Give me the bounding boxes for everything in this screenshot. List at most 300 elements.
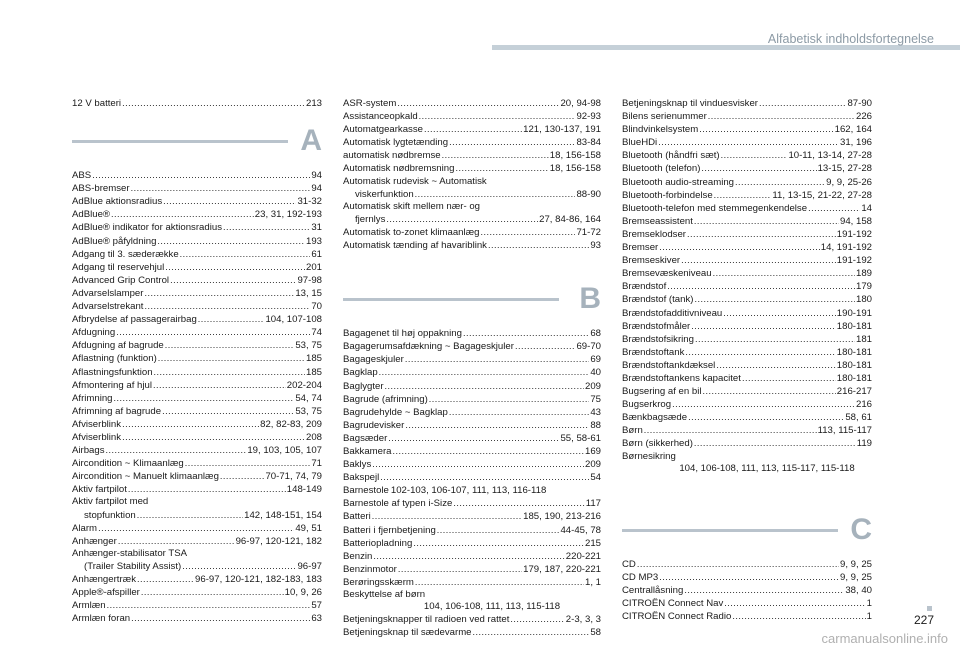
index-entry-pages[interactable]: 179 [855,281,872,293]
index-entry [622,176,872,189]
index-entry [622,267,872,280]
index-entry-pages[interactable]: 70-71, 74, 79 [265,471,322,483]
index-entry-pages[interactable]: 180-181 [836,320,872,332]
index-entry-label: Bremseassistent [622,215,693,227]
index-entry-pages[interactable]: 180-181 [836,359,872,371]
index-entry-label: CITROËN Connect Nav [622,598,724,609]
index-entry-pages[interactable]: 57 [311,600,322,612]
index-entry-pages[interactable]: 94 [311,170,322,182]
dot-leader [637,558,839,570]
index-entry-pages[interactable]: 117 [585,498,601,510]
index-entry-label: Bluetooth (telefon) [622,163,701,175]
index-entry-pages[interactable]: 14, 191-192 [820,242,872,254]
dot-leader [691,320,836,332]
dot-leader [122,431,305,443]
index-entry [72,235,322,248]
index-entry-label: Centrallåsning [622,584,684,596]
index-entry-label: Bagrudehylde ~ Bagklap [343,406,448,418]
index-entry-label: Afviserblink [72,418,122,430]
index-entry-pages[interactable]: 70 [311,301,322,313]
index-entry [343,380,601,393]
index-entry-label: AdBlue® påfyldning [72,235,157,247]
index-entry [72,573,322,586]
index-entry-pages[interactable]: 53, 75 [295,340,322,352]
dot-leader [515,340,576,352]
dot-leader [463,327,589,339]
index-entry [343,340,601,353]
index-entry-pages[interactable]: 142, 148-151, 154 [244,509,322,521]
dot-leader [185,457,311,469]
index-entry-pages[interactable]: 213 [305,98,322,109]
dot-leader [141,586,284,598]
index-entry-label: Afdugning af bagrude [72,340,164,352]
dot-leader [165,339,295,351]
index-entry-pages[interactable]: 209 [584,459,601,471]
index-entry-label: Bluetooth (håndfri sæt) [622,150,720,162]
index-entry [72,261,322,274]
dot-leader [735,176,825,188]
index-entry-pages[interactable]: 69 [590,354,601,366]
index-entry-pages[interactable]: 94, 158 [839,215,872,227]
index-entry [622,136,872,149]
dot-leader [405,353,590,365]
index-entry-pages[interactable]: 185 [305,366,322,378]
index-entry: Aktiv fartpilot med [72,496,149,508]
dot-leader [198,313,265,325]
index-entry-pages[interactable]: 215 [584,537,601,549]
index-entry-pages[interactable]: 216 [855,399,872,411]
index-entry-pages[interactable]: 97-98 [297,274,322,286]
dot-leader [437,524,560,536]
index-entry [622,189,872,202]
index-entry-pages[interactable]: 190-191 [836,307,872,319]
index-entry [72,522,322,535]
index-entry-label: Brændstoftank [622,346,685,358]
index-entry-pages[interactable]: 61 [311,248,322,260]
dot-leader [723,307,836,319]
index-entry [72,97,322,110]
index-entry-pages[interactable]: 54, 74 [295,392,322,404]
index-entry [622,597,872,610]
index-entry-pages[interactable]: 180-181 [836,346,872,358]
dot-leader [163,195,296,207]
dot-leader [393,445,584,457]
index-entry-pages[interactable]: 83-84 [576,137,601,149]
index-entry-label: Benzin [343,550,373,562]
dot-leader [453,497,584,509]
index-entry [72,300,322,313]
dot-leader [759,97,846,109]
index-entry-label: Advanced Grip Control [72,274,170,286]
dot-leader [449,136,575,148]
index-entry-pages[interactable]: 193 [305,235,322,247]
dot-leader [684,584,844,596]
index-entry-label: Bagrudevisker [343,419,405,431]
index-entry-label: Bagagenet til høj oppakning [343,328,462,340]
index-entry-pages[interactable]: 119 [856,438,872,450]
index-entry-label: Bluetooth audio-streaming [622,176,734,188]
index-entry [622,571,872,584]
index-entry-pages[interactable]: 58, 61 [845,412,872,424]
index-entry-pages[interactable]: 93 [590,240,601,252]
index-entry [72,444,322,457]
index-entry-label: Bugserkrog [622,399,672,411]
section-letter-block [622,513,872,553]
dot-leader [716,359,835,371]
index-entry-pages[interactable]: 169 [584,445,601,457]
index-entry [622,110,872,123]
index-entry-pages[interactable]: 20, 94-98 [560,98,601,109]
index-entry-pages[interactable]: 102-103, 106-107, 111, 113, 116-118 [390,485,547,497]
dot-leader [688,411,844,423]
index-entry-pages[interactable]: 121, 130-137, 191 [523,124,601,136]
dot-leader [170,274,296,286]
index-entry-pages[interactable]: 49, 51 [295,522,322,534]
index-entry [72,182,322,195]
index-entry-pages[interactable]: 92-93 [576,111,601,123]
index-entry-pages[interactable]: 31, 196 [839,137,872,149]
index-entry-pages[interactable]: 220-221 [565,550,601,562]
dot-leader [372,458,584,470]
index-entry-pages[interactable]: 1 [866,611,872,623]
index-entry-pages[interactable]: 75 [590,393,601,405]
dot-leader [721,149,788,161]
dot-leader [714,189,772,201]
dot-leader [98,522,294,534]
index-entry-label: Anhængertræk [72,574,136,585]
dot-leader [442,149,549,161]
index-entry [72,326,322,339]
index-entry [343,484,601,497]
index-entry-label: Aflastning (funktion) [72,353,157,365]
index-entry-pages[interactable]: 191-192 [836,255,872,267]
index-entry-pages[interactable]: 179, 187, 220-221 [523,563,601,575]
index-entry-label: ABS-bremser [72,183,130,195]
index-entry-pages: 104, 106-108, 111, 113, 115-118 [423,601,561,613]
index-entry: Anhænger-stabilisator TSA [72,547,188,559]
index-entry-label: Børn (sikkerhed) [622,438,693,450]
dot-leader [397,97,559,109]
index-entry-label: automatisk nødbremse [343,150,441,162]
dot-leader [220,470,265,482]
page-number: 227 [913,613,934,627]
index-entry-label: CD MP3 [622,571,659,583]
index-entry-label: Advarselstrekant [72,301,144,313]
index-entry [72,352,322,365]
index-entry [343,162,601,175]
dot-leader [128,483,286,495]
dot-leader [685,346,835,358]
dot-leader [667,280,855,292]
index-entry-pages[interactable]: 1 [866,598,872,609]
dot-leader [398,563,522,575]
index-entry-pages[interactable]: 87-90 [847,98,872,109]
dot-leader [111,208,254,220]
index-entry-pages[interactable]: 71-72 [576,226,601,238]
index-entry-label: Bugsering af en bil [622,386,702,398]
index-entry-label: Bakspejl [343,472,380,484]
index-entry [72,612,322,625]
index-entry [343,353,601,366]
index-entry-pages[interactable]: 201 [305,261,322,273]
index-entry-pages[interactable]: 94 [311,183,322,195]
index-entry [72,599,322,612]
index-entry-pages[interactable]: 63 [311,613,322,625]
section-divider [72,140,288,143]
index-entry [72,313,322,326]
index-entry [72,535,322,548]
index-entry [622,558,872,571]
index-entry [622,333,872,346]
index-column-1 [72,97,322,625]
index-entry-label: Armlæn [72,600,106,612]
index-entry [622,293,872,306]
index-entry-pages[interactable]: 68 [590,328,601,340]
dot-leader [724,597,865,609]
index-entry-pages[interactable]: 2-3, 3, 3 [565,614,601,626]
index-entry [343,226,601,239]
index-entry-pages[interactable]: 226 [855,111,872,123]
index-entry-pages[interactable]: 13, 15 [295,287,322,299]
index-entry-pages[interactable]: 181 [855,333,872,345]
index-entry-label: Adgang til 3. sæderække [72,248,179,260]
index-entry-pages[interactable]: 43 [590,406,601,418]
index-entry-pages[interactable]: 96-97, 120-121, 182 [235,535,322,547]
index-entry-label: Benzinmotor [343,563,397,575]
index-entry-pages[interactable]: 148-149 [286,484,322,496]
index-entry-label: stopfunktion [84,509,136,521]
index-entry [72,287,322,300]
index-entry-label: Batteri i fjernbetjening [343,524,436,536]
index-entry-label: Brændstof (tank) [622,294,694,306]
dot-leader [419,110,576,122]
index-entry [343,626,601,639]
index-entry-pages[interactable]: 40 [590,367,601,379]
dot-leader [658,136,839,148]
index-entry-label: Advarselslamper [72,287,144,299]
dot-leader [405,419,589,431]
dot-leader [659,571,839,583]
dot-leader [424,123,522,135]
index-entry [343,123,601,136]
index-entry-pages[interactable]: 14 [861,202,872,214]
index-entry [343,419,601,432]
dot-leader [154,366,305,378]
section-divider [622,529,838,532]
dot-leader [107,599,311,611]
index-entry-pages[interactable]: 55, 58-61 [560,432,601,444]
index-entry [343,563,601,576]
dot-leader [672,398,855,410]
index-entry-pages[interactable]: 189 [855,268,872,280]
index-entry-label: Automatisk to-zonet klimaanlæg [343,226,480,238]
index-entry-label: Barnestole [343,485,389,497]
index-entry-pages[interactable]: 54 [590,472,601,484]
index-entry-label: Blindvinkelsystem [622,124,699,136]
index-entry [622,280,872,293]
index-entry-label: Bagagerumsafdækning ~ Bagageskjuler [343,341,514,353]
dot-leader [694,437,856,449]
index-entry [622,123,872,136]
index-entry [72,586,322,599]
index-entry-pages[interactable]: 11, 13-15, 21-22, 27-28 [772,189,872,201]
index-entry [622,437,872,450]
index-entry [343,110,601,123]
dot-leader [681,254,836,266]
index-entry-pages[interactable]: 31-32 [297,196,322,208]
index-entry-label: 12 V batteri [72,98,122,109]
index-entry [622,424,872,437]
index-entry-pages[interactable]: 191-192 [836,228,872,240]
index-entry [72,274,322,287]
index-entry-pages[interactable]: 88 [590,419,601,431]
dot-leader [373,550,564,562]
index-entry-label: Aktiv fartpilot [72,484,127,496]
dot-leader [122,418,259,430]
section-letter: B [579,282,601,316]
index-entry-pages[interactable]: 185, 190, 213-216 [523,511,601,523]
index-entry-label: Betjeningsknap til vinduesvisker [622,98,758,109]
index-entry-label: Apple®-afspiller [72,587,140,599]
index-entry [72,208,322,221]
index-entry-pages[interactable]: 9, 9, 25 [839,571,872,583]
index-entry-pages[interactable]: 13-15, 27-28 [817,163,872,175]
dot-leader [379,366,590,378]
index-entry [343,471,601,484]
index-entry-label: Brændstofsikring [622,333,694,345]
section-letter-block [343,282,601,322]
dot-leader [659,241,820,253]
index-entry [622,398,872,411]
index-entry-pages[interactable]: 10-11, 13-14, 27-28 [788,150,872,162]
dot-leader [131,182,311,194]
index-entry-pages[interactable]: 82, 82-83, 209 [260,418,322,430]
index-entry-pages[interactable]: 1, 1 [584,576,601,588]
dot-leader [694,293,855,305]
index-entry-pages[interactable]: 27, 84-86, 164 [539,213,601,225]
index-entry-pages[interactable]: 88-90 [576,188,601,200]
index-entry [72,509,322,522]
index-entry [343,432,601,445]
index-entry [72,431,322,444]
dot-leader [488,239,589,251]
dot-leader [158,352,305,364]
index-entry [343,239,601,252]
index-entry-label: Bremseskiver [622,255,681,267]
index-entry-pages[interactable]: 180 [855,294,872,306]
index-entry-pages[interactable]: 9, 9, 25 [839,558,872,570]
dot-leader [386,213,538,225]
index-entry [72,379,322,392]
dot-leader [473,626,590,638]
index-entry-label: Assistanceopkald [343,111,418,123]
index-entry-label: Bakkamera [343,445,392,457]
index-entry-pages[interactable]: 202-204 [286,379,322,391]
index-entry [343,213,601,226]
index-entry-pages[interactable]: 209 [584,380,601,392]
dot-leader [742,372,836,384]
index-entry-label: Brændstoftankdæksel [622,359,716,371]
dot-leader [372,510,522,522]
index-entry [343,524,601,537]
index-entry-pages[interactable]: 185 [305,353,322,365]
index-entry-pages[interactable]: 208 [305,431,322,443]
index-entry-label: Alarm [72,522,98,534]
index-entry-pages[interactable]: 53, 75 [295,405,322,417]
index-entry-label: Bagklap [343,367,378,379]
dot-leader [180,248,311,260]
index-entry [72,405,322,418]
index-entry-label: Barnestole af typen i-Size [343,498,453,510]
index-entry-label: CD [622,558,636,570]
index-entry [72,418,322,431]
index-entry-label: Baglygter [343,380,384,392]
index-entry-pages[interactable]: 216-217 [836,386,872,398]
dot-leader [114,392,295,404]
index-entry-label: Afdugning [72,327,116,339]
index-entry-pages[interactable]: 31 [311,222,322,234]
index-entry-label: Børn [622,425,643,437]
index-entry [622,346,872,359]
dot-leader [388,432,559,444]
index-entry-pages[interactable]: 44-45, 78 [560,524,601,536]
index-entry-pages[interactable]: 113, 115-117 [817,425,872,437]
index-entry-pages[interactable]: 58 [590,627,601,639]
index-entry-pages[interactable]: 10, 9, 26 [284,587,322,599]
index-entry-label: Automatisk lygtetænding [343,137,449,149]
index-entry-pages[interactable]: 18, 156-158 [549,163,601,175]
index-entry-pages[interactable]: 9, 9, 25-26 [826,176,872,188]
index-entry-label: Airbags [72,445,105,457]
index-entry-pages[interactable]: 74 [311,327,322,339]
index-entry [343,136,601,149]
index-entry-pages[interactable]: 104, 107-108 [265,314,322,326]
index-entry-label: viskerfunktion [355,188,414,200]
index-entry-pages[interactable]: 19, 103, 105, 107 [247,445,322,457]
dot-leader [223,221,310,233]
index-entry-label: Bluetooth-forbindelse [622,189,713,201]
dot-leader [732,610,865,622]
section-letter-block [72,124,322,164]
index-entry [622,215,872,228]
index-entry-label: Bremsevæskeniveau [622,268,712,280]
index-column-2 [343,97,601,639]
index-entry-pages[interactable]: 96-97 [297,560,322,572]
dot-leader [694,215,839,227]
index-entry-pages[interactable]: 38, 40 [845,584,872,596]
index-entry [72,366,322,379]
index-entry-pages[interactable]: 23, 31, 192-193 [254,209,322,221]
index-entry-label: Aircondition ~ Klimaanlæg [72,458,184,470]
dot-leader [687,228,836,240]
dot-leader [144,287,294,299]
index-entry-pages[interactable]: 162, 164 [834,124,872,136]
index-entry-pages[interactable]: 96-97, 120-121, 182-183, 183 [195,574,322,585]
index-entry [622,202,872,215]
index-entry-label: Bagageskjuler [343,354,404,366]
index-entry-label: ABS [72,170,92,182]
dot-leader [481,226,576,238]
index-entry-pages[interactable]: 180-181 [836,372,872,384]
index-entry-pages[interactable]: 69-70 [576,341,601,353]
index-entry [72,457,322,470]
index-entry-pages[interactable]: 71 [311,458,322,470]
watermark: carmanualsonline.info [821,631,948,646]
index-entry [343,576,601,589]
index-entry-pages[interactable]: 18, 156-158 [549,150,601,162]
index-entry [72,560,322,573]
index-entry [622,241,872,254]
